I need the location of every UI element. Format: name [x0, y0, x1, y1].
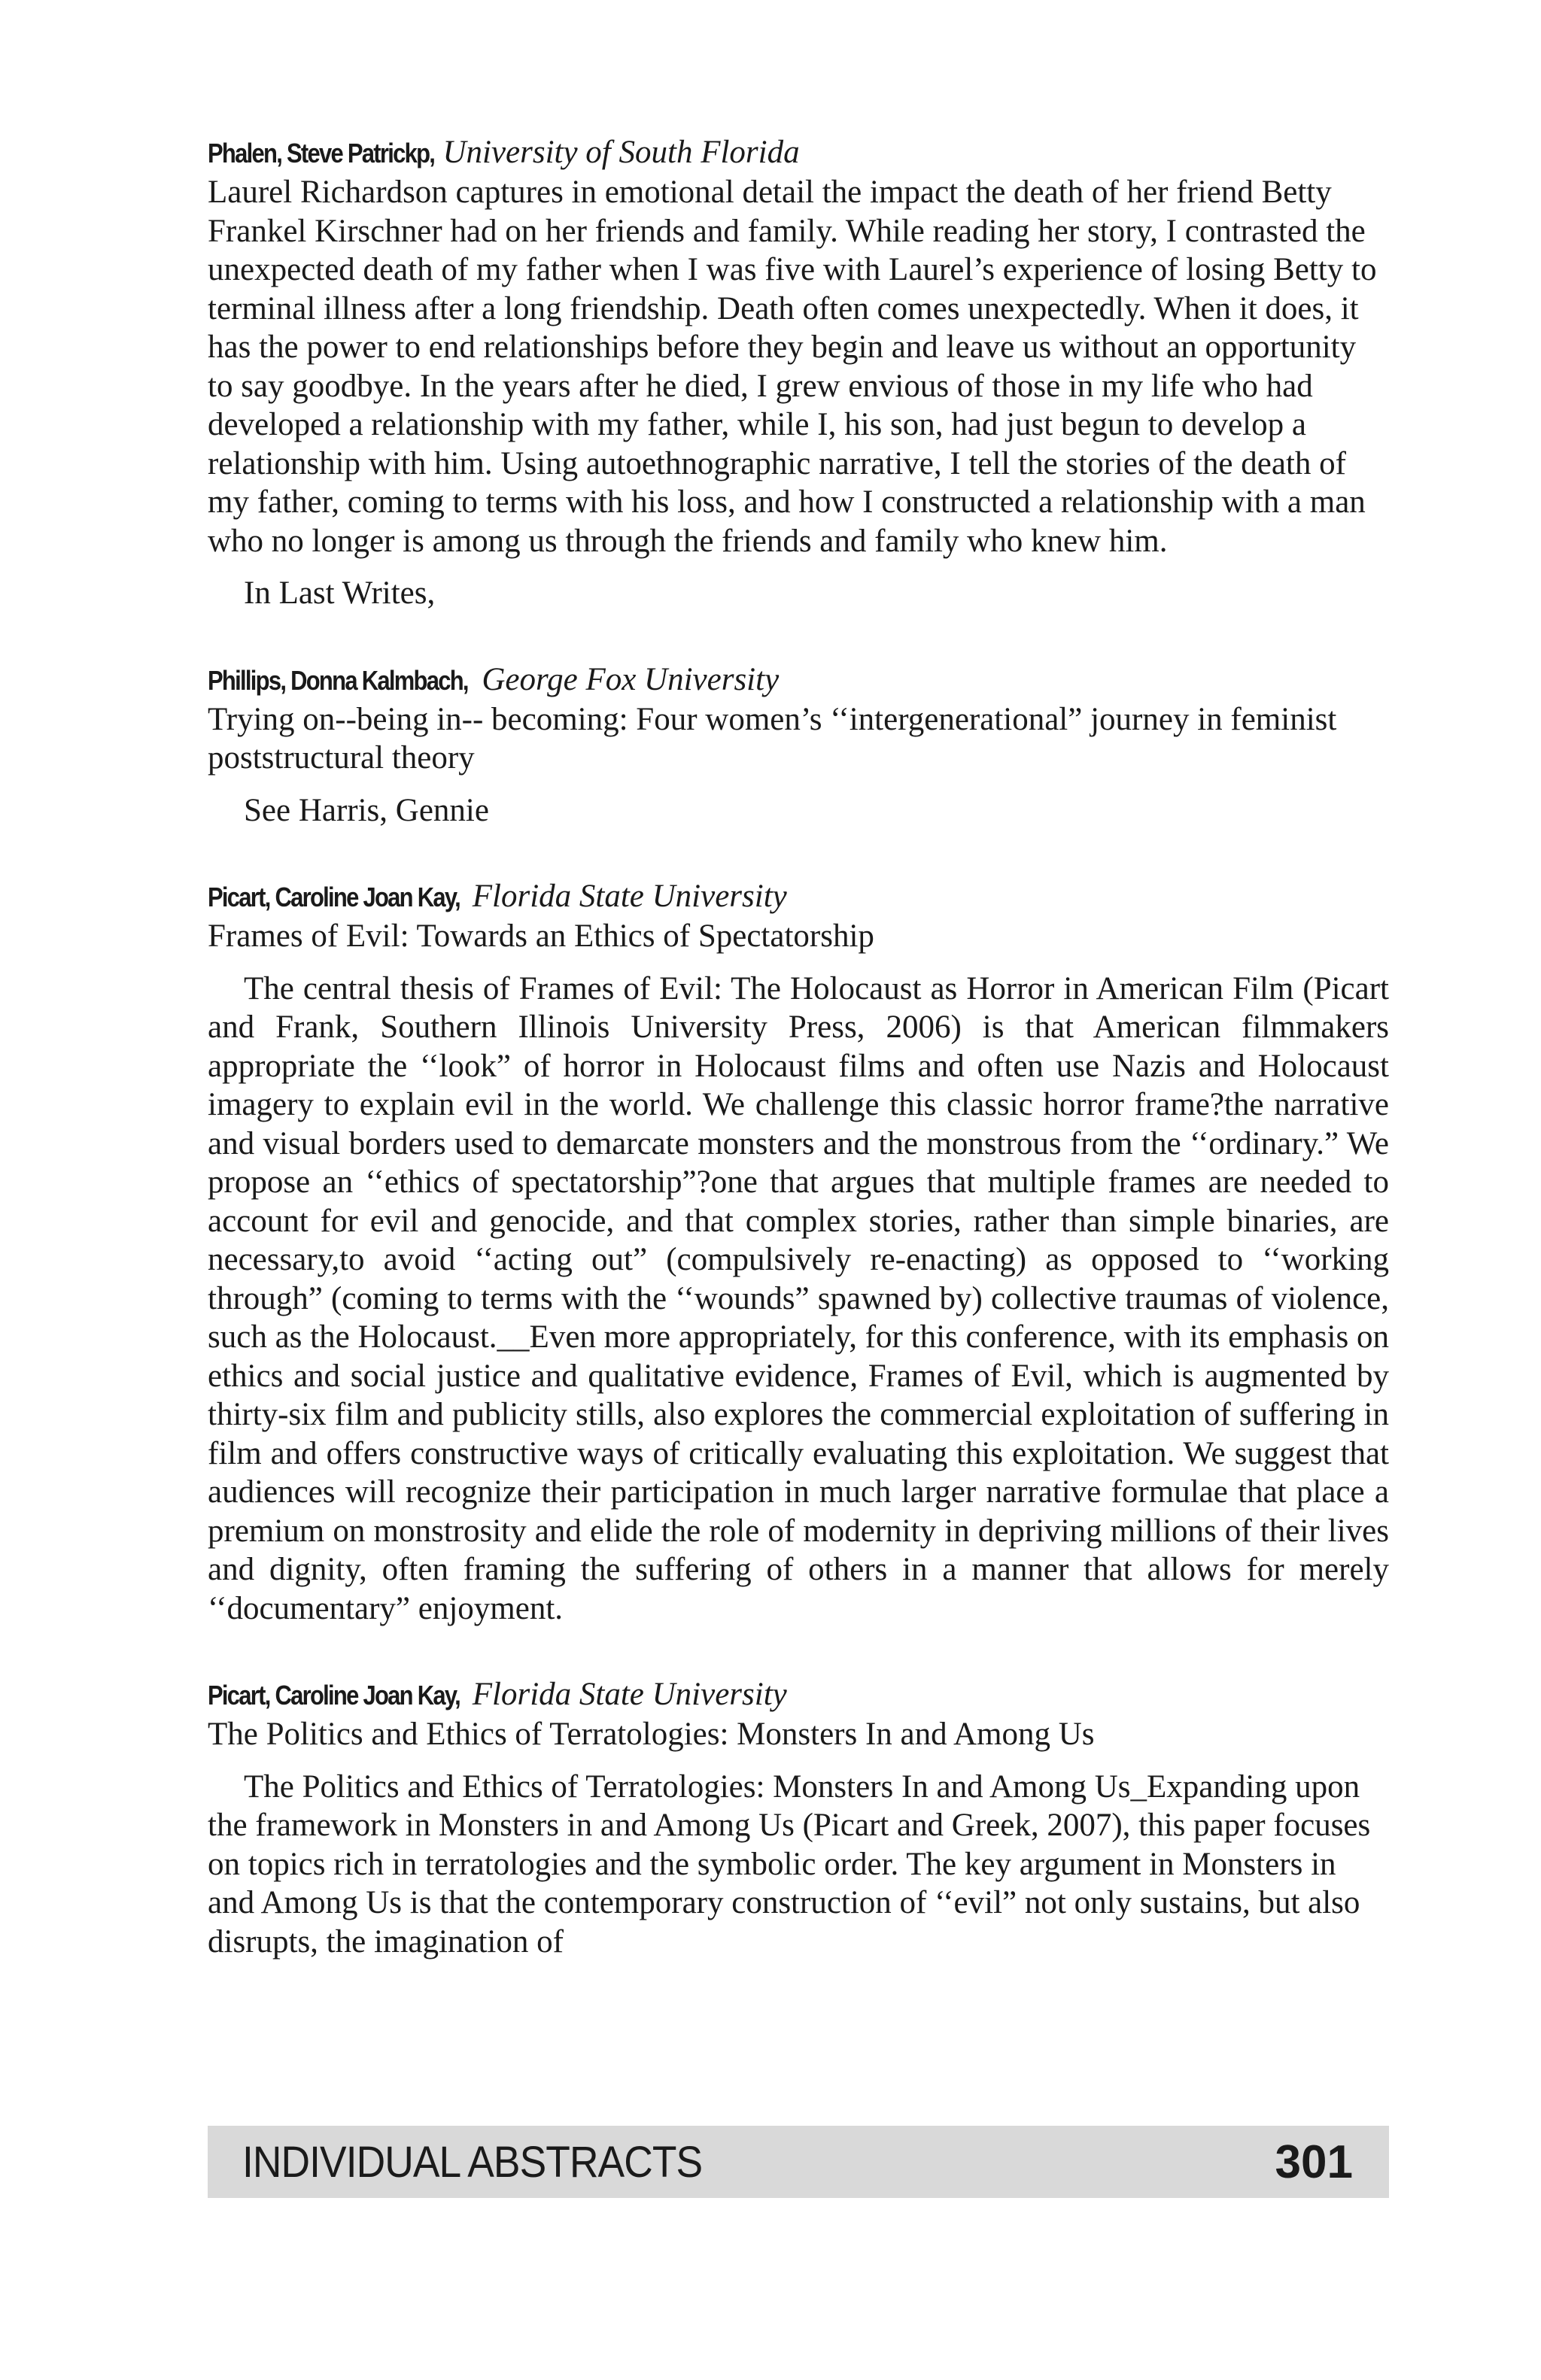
abstract-text: The Politics and Ethics of Terratologies: Monsters In and Among Us_Expanding upon the framework in Monsters in and Among Us (Picart and Greek, 2007), this paper focuses on topics rich in terratologies and the symbolic order. The key argument in Monsters in and Among Us is that the contemporary construction of ‘‘evil” not only sustains, but also disrupts, the imagination of [208, 1768, 1371, 1960]
entry-heading [208, 660, 1389, 700]
paper-title: The Politics and Ethics of Terratologies: Monsters In and Among Us [208, 1717, 1095, 1752]
abstract-entry-picart-frames [208, 876, 1389, 1628]
abstract-text: The central thesis of Frames of Evil: The Holocaust as Horror in American Film (Picart and Frank, Southern Illinois University Press, 2006) is that American filmmakers appropriate the ‘‘look” of horror in Holocaust films and often use Nazis and Holocaust imagery to explain evil in the world. We challenge this classic horror frame?the narrative and visual borders used to demarcate monsters and the monstrous from the ‘‘ordinary.” We propose an ‘‘ethics of spectatorship”?one that argues that multiple frames are needed to account for evil and genocide, and that complex stories, rather than simple binaries, are necessary,to avoid ‘‘acting out” (compulsively re-enacting) as opposed to ‘‘working through” (coming to terms with the ‘‘wounds” spawned by) collective traumas of violence, such as the Holocaust.__Even more appropriately, for this conference, with its emphasis on ethics and social justice and qualitative evidence, Frames of Evil, which is augmented by thirty-six film and publicity stills, also explores the commercial exploitation of suffering in film and offers constructive ways of critically evaluating this exploitation. We suggest that audiences will recognize their participation in much larger narrative formulae that place a premium on monstrosity and elide the role of modernity in depriving millions of their lives and dignity, often framing the suffering of others in a manner that allows for merely ‘‘documentary” enjoyment. [208, 970, 1389, 1626]
section-label: INDIVIDUAL ABSTRACTS [242, 2137, 703, 2187]
page-number: 301 [1275, 2136, 1353, 2188]
author-name: Picart, Caroline Joan Kay, [208, 882, 460, 912]
session-note: In Last Writes, [244, 575, 436, 611]
author-name: Picart, Caroline Joan Kay, [208, 1680, 460, 1711]
paper-title: Frames of Evil: Towards an Ethics of Spectatorship [208, 918, 874, 954]
cross-reference-note: See Harris, Gennie [244, 792, 489, 828]
entry-heading [208, 1674, 1389, 1715]
abstract-text: Laurel Richardson captures in emotional detail the impact the death of her friend Betty Frankel Kirschner had on her friends and family. While reading her story, I contrasted the unexpected death of my father when I was five with Laurel’s experience of losing Betty to terminal illness after a long friendship. Death often comes unexpectedly. When it does, it has the power to end relationships before they begin and leave us without an opportunity to say goodbye. In the years after he died, I grew envious of those in my life who had developed a relationship with my father, while I, his son, had just begun to develop a relationship with him. Using autoethnographic narrative, I tell the stories of the death of my father, coming to terms with his loss, and how I constructed a relationship with a man who no longer is among us through the friends and family who knew him. [208, 175, 1377, 559]
abstract-entry-phalen [208, 132, 1389, 613]
entry-heading [208, 876, 1389, 917]
abstracts-page [208, 132, 1389, 1961]
author-name: Phillips, Donna Kalmbach, [208, 664, 468, 696]
author-affiliation: University of South Florida [442, 135, 800, 170]
page-footer [208, 2126, 1389, 2198]
abstract-entry-phillips [208, 660, 1389, 830]
author-affiliation: Florida State University [472, 879, 787, 914]
abstract-entry-picart-terratologies [208, 1674, 1389, 1961]
paper-title: Trying on--being in-- becoming: Four women’s ‘‘intergenerational” journey in feminist poststructural theory [208, 701, 1337, 776]
author-affiliation: George Fox University [482, 661, 780, 697]
author-name: Phalen, Steve Patrickp, [208, 138, 435, 168]
entry-heading [208, 132, 1389, 173]
author-affiliation: Florida State University [472, 1677, 787, 1712]
